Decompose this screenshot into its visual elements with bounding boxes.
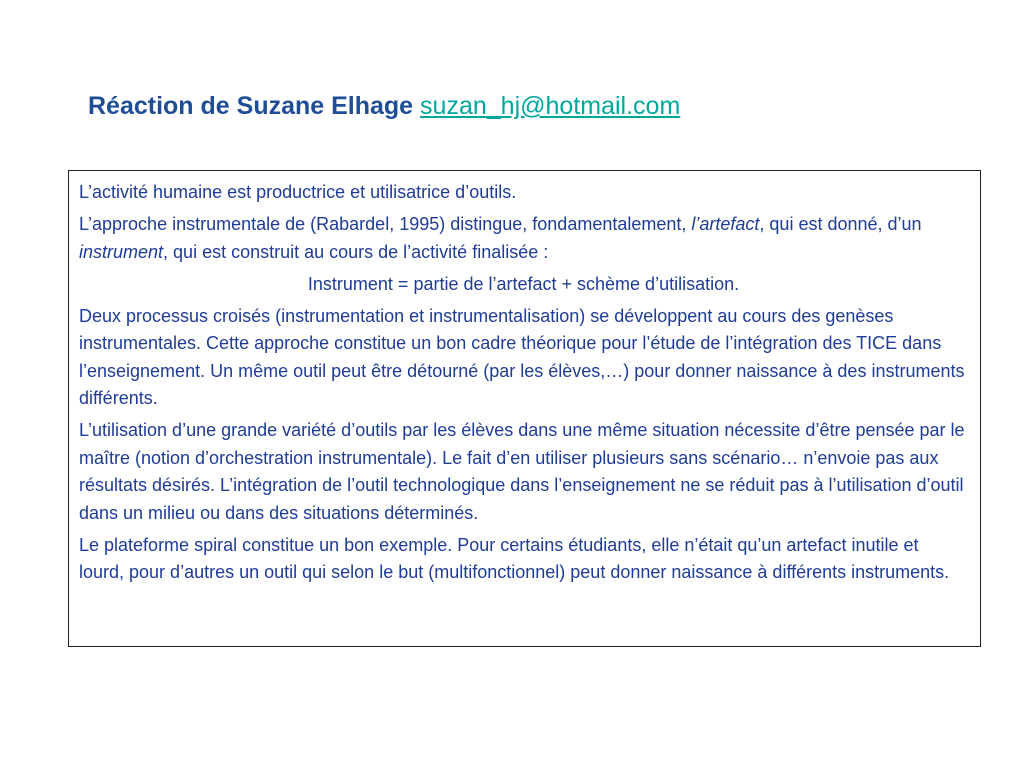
email-link[interactable]: suzan_hj@hotmail.com bbox=[420, 92, 681, 120]
paragraph-2-part-e: , qui est construit au cours de l’activité finalisée : bbox=[163, 241, 549, 262]
slide-title bbox=[88, 90, 680, 122]
paragraph-2-part-a: L’approche instrumentale de (Rabardel, 1995) distingue, fondamentalement, bbox=[79, 214, 692, 234]
paragraph-3-formula: Instrument = partie de l’artefact + schème d’utilisation. bbox=[307, 273, 740, 294]
content-box bbox=[68, 170, 981, 647]
paragraph-2 bbox=[79, 211, 968, 266]
title-author: Réaction de Suzane Elhage bbox=[88, 92, 414, 120]
paragraph-1: L’activité humaine est productrice et utilisatrice d’outils. bbox=[79, 182, 517, 202]
term-artefact: l’artefact bbox=[691, 214, 760, 234]
paragraph-6: Le plateforme spiral constitue un bon exemple. Pour certains étudiants, elle n’était qu’un artefact inutile et lourd, pour d’autres un outil qui selon le but (multifonctionnel) peut donner naissance à différents instruments. bbox=[79, 534, 950, 582]
paragraph-2-part-c: , qui est donné, d’un bbox=[759, 214, 922, 234]
term-instrument: instrument bbox=[79, 241, 164, 262]
paragraph-5: L’utilisation d’une grande variété d’outils par les élèves dans une même situation nécessite d’être pensée par le maître (notion d’orchestration instrumentale). Le fait d’en utiliser plusieurs sans scénario… n’envoie pas aux résultats désirés. L’intégration de l’outil technologique dans l’enseignement ne se réduit pas à l’utilisation d’outil dans un milieu ou dans des situations déterminés. bbox=[79, 420, 965, 523]
paragraph-4: Deux processus croisés (instrumentation et instrumentalisation) se développent au cours des genèses instrumentales. Cette approche constitue un bon cadre théorique pour l’étude de l’intégration des TICE dans l’enseignement. Un même outil peut être détourné (par les élèves,…) pour donner naissance à des instruments différents. bbox=[79, 305, 965, 408]
